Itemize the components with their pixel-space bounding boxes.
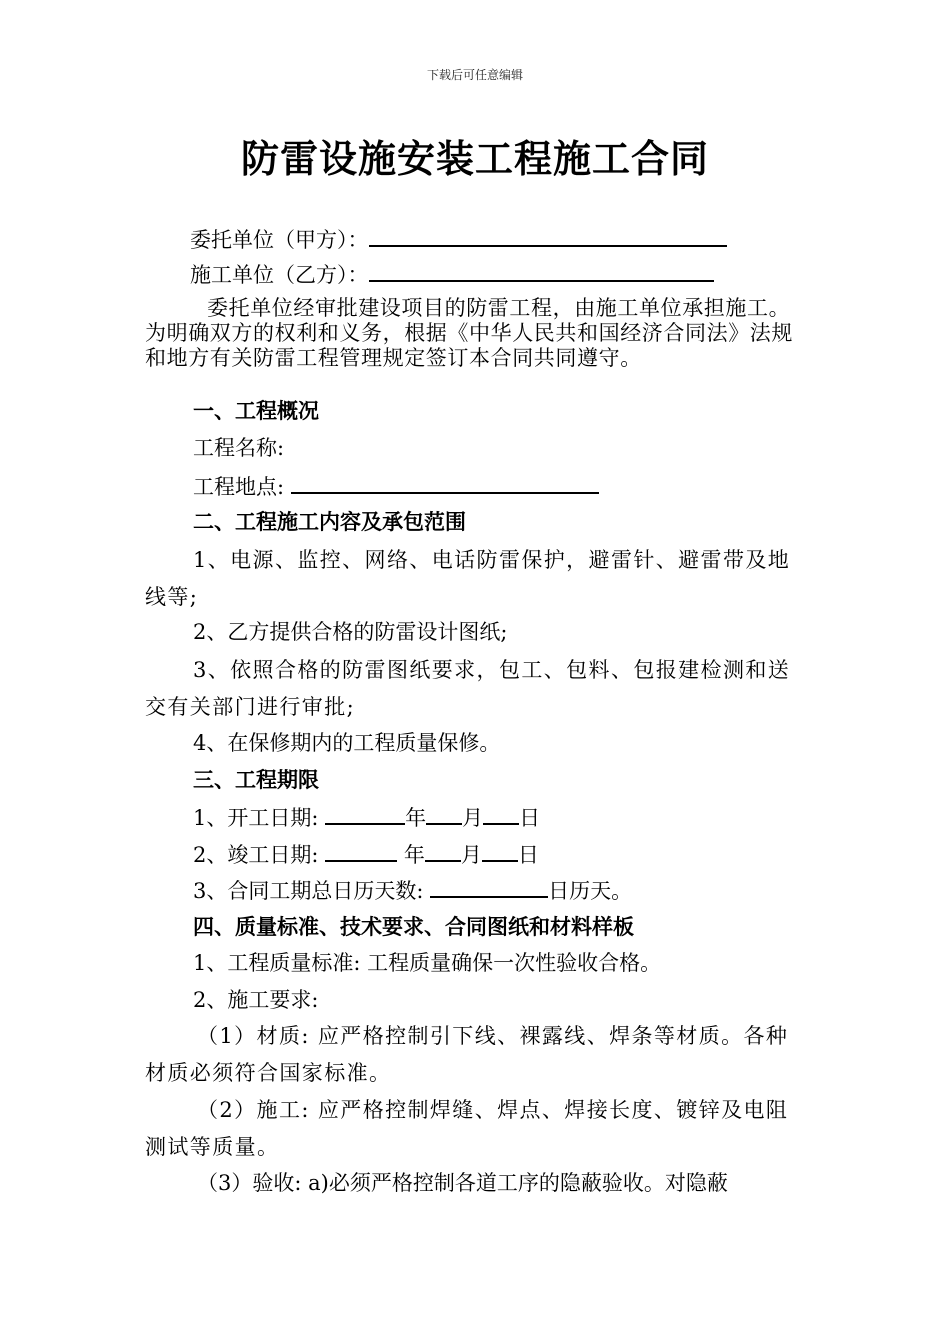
start-day-blank bbox=[483, 801, 519, 825]
project-name-label: 工程名称: bbox=[193, 436, 285, 460]
end-date-label: 2、竣工日期: bbox=[193, 843, 319, 867]
section-2-item-3: 3、依照合格的防雷图纸要求，包工、包料、包报建检测和送交有关部门进行审批; bbox=[145, 658, 791, 719]
page-title: 防雷设施安装工程施工合同 bbox=[240, 136, 709, 181]
total-days-suffix: 日历天。 bbox=[548, 879, 633, 903]
section-2-item-1: 1、电源、监控、网络、电话防雷保护，避雷针、避雷带及地线等; bbox=[145, 548, 791, 609]
party-a-blank bbox=[369, 223, 727, 247]
end-date-row bbox=[193, 838, 858, 870]
section-1-heading: 一、工程概况 bbox=[193, 398, 319, 423]
start-date-label: 1、开工日期: bbox=[193, 806, 319, 830]
section-3-heading: 三、工程期限 bbox=[193, 767, 319, 792]
project-location-row bbox=[193, 470, 858, 502]
section-4-heading: 四、质量标准、技术要求、合同图纸和材料样板 bbox=[193, 914, 634, 939]
party-a-label: 委托单位（甲方）： bbox=[190, 228, 369, 252]
end-day-blank bbox=[482, 838, 518, 862]
section-4-item-1: 1、工程质量标准: 工程质量确保一次性验收合格。 bbox=[193, 951, 662, 975]
end-month-blank bbox=[425, 838, 461, 862]
section-4-sub-2: （2）施工: 应严格控制焊缝、焊点、焊接长度、镀锌及电阻测试等质量。 bbox=[145, 1098, 789, 1159]
header-note: 下载后可任意编辑 bbox=[426, 68, 523, 82]
party-b-row bbox=[190, 258, 855, 290]
party-a-row bbox=[190, 223, 855, 255]
section-2-item-4: 4、在保修期内的工程质量保修。 bbox=[193, 731, 501, 755]
intro-paragraph: 委托单位经审批建设项目的防雷工程，由施工单位承担施工。为明确双方的权利和义务，根据《中华人民共和国经济合同法》法规和地方有关防雷工程管理规定签订本合同共同遵守。 bbox=[145, 296, 793, 370]
start-month-unit: 月 bbox=[462, 806, 484, 830]
section-4-sub-1: （1）材质: 应严格控制引下线、裸露线、焊条等材质。各种材质必须符合国家标准。 bbox=[145, 1024, 789, 1085]
start-year-unit: 年 bbox=[405, 806, 427, 830]
party-b-blank bbox=[369, 258, 714, 282]
end-year-unit: 年 bbox=[403, 843, 425, 867]
end-year-blank bbox=[325, 838, 397, 862]
section-2-heading: 二、工程施工内容及承包范围 bbox=[193, 509, 466, 534]
start-day-unit: 日 bbox=[519, 806, 541, 830]
end-day-unit: 日 bbox=[517, 843, 539, 867]
project-location-blank bbox=[291, 470, 599, 494]
total-days-label: 3、合同工期总日历天数: bbox=[193, 879, 424, 903]
section-4-sub-3: （3）验收: a)必须严格控制各道工序的隐蔽验收。对隐蔽 bbox=[197, 1171, 728, 1195]
end-month-unit: 月 bbox=[460, 843, 482, 867]
party-b-label: 施工单位（乙方）： bbox=[190, 263, 369, 287]
total-days-row bbox=[193, 874, 858, 906]
section-4-item-2: 2、施工要求: bbox=[193, 988, 319, 1012]
start-date-row bbox=[193, 801, 858, 833]
project-location-label: 工程地点: bbox=[193, 475, 285, 499]
start-month-blank bbox=[426, 801, 462, 825]
start-year-blank bbox=[325, 801, 405, 825]
total-days-blank bbox=[430, 874, 548, 898]
section-2-item-2: 2、乙方提供合格的防雷设计图纸; bbox=[193, 620, 508, 644]
